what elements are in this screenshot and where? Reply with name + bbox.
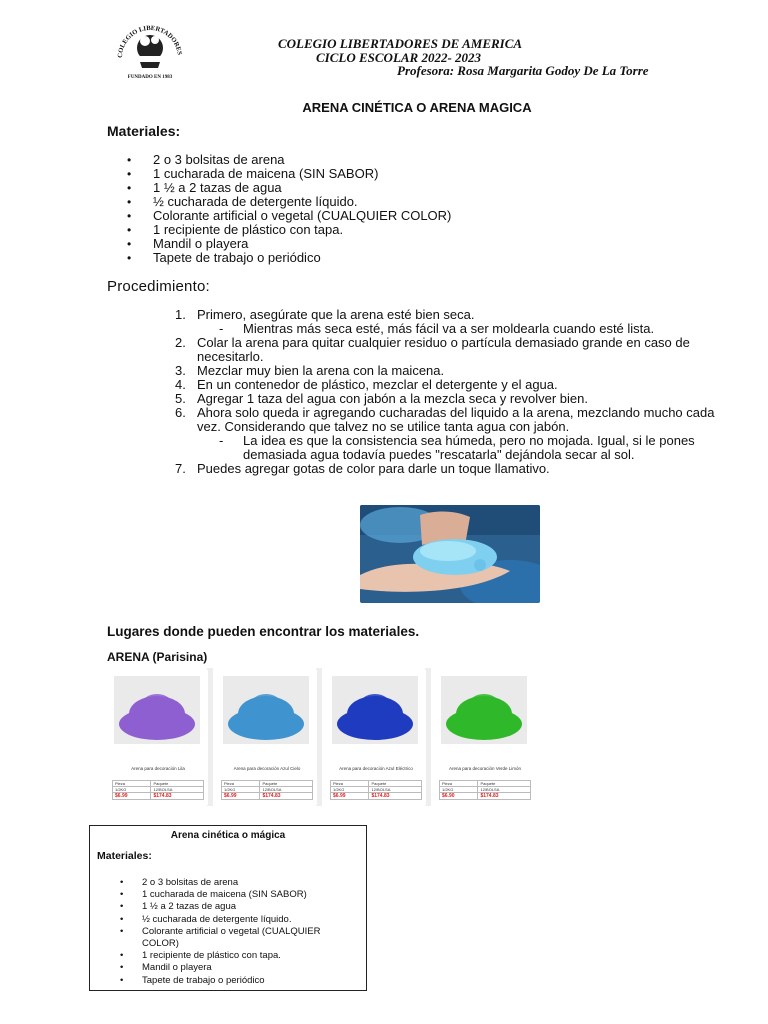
box-material-item: • 2 o 3 bolsitas de arena	[142, 877, 354, 889]
materials-heading: Materiales:	[107, 123, 181, 139]
box-title: Arena cinética o mágica	[170, 830, 286, 841]
procedure-step: 4. En un contenedor de plástico, mezclar el detergente y el agua.	[175, 377, 558, 392]
procedure-sub-note: - Mientras más seca esté, más fácil va a ser moldearla cuando esté lista.	[219, 321, 655, 336]
sand-pile-image	[332, 676, 418, 744]
pack-price: $174.83	[151, 793, 204, 800]
box-material-item: • Mandil o playera	[142, 962, 354, 974]
unit-price: $6.90	[440, 793, 478, 800]
unit-price: $6.99	[222, 793, 260, 800]
logo-founded: FUNDADO EN 1983	[127, 75, 173, 80]
procedure-step: 1. Primero, asegúrate que la arena esté bien seca. - Mientras más seca esté, más fácil va a ser moldearla cuando esté lista.	[197, 308, 725, 336]
teacher-name: Profesora: Rosa Margarita Godoy De La Torre	[397, 63, 649, 78]
materials-list	[153, 153, 451, 265]
box-materials-list	[142, 877, 354, 987]
procedure-sub-note: - La idea es que la consistencia sea húmeda, pero no mojada. Igual, si le pones demasiada agua todavía puedes "rescatarla" dejándola secar al sol.	[219, 433, 695, 462]
procedure-step: 3. Mezclar muy bien la arena con la maicena.	[175, 363, 445, 378]
product-card	[435, 670, 535, 805]
material-item: • Colorante artificial o vegetal (CUALQUIER COLOR)	[153, 209, 451, 223]
school-cycle: CICLO ESCOLAR 2022- 2023	[316, 50, 482, 65]
product-card	[217, 670, 317, 805]
procedure-step: 5. Agregar 1 taza del agua con jabón a la mezcla seca y revolver bien.	[175, 391, 588, 406]
store-heading: ARENA (Parisina)	[107, 650, 208, 664]
procedure-step: 2. Colar la arena para quitar cualquier residuo o partícula demasiado grande en caso de necesitarlo.	[175, 335, 690, 364]
document-title: ARENA CINÉTICA O ARENA MAGICA	[302, 100, 532, 115]
unit-price: $6.99	[113, 793, 151, 800]
box-materials-heading: Materiales:	[97, 850, 152, 862]
box-material-item: • 1 ½ a 2 tazas de agua	[142, 901, 354, 913]
product-name: Arena para decoración Lila	[131, 766, 185, 771]
places-heading: Lugares donde pueden encontrar los materiales.	[107, 624, 420, 639]
procedure-step: 7. Puedes agregar gotas de color para darle un toque llamativo.	[175, 461, 550, 476]
logo-arc-text: COLEGIO LIBERTADORES	[116, 24, 183, 59]
product-card	[326, 670, 426, 805]
product-name: Arena para decoración Azul Cielo	[233, 766, 301, 771]
school-logo	[108, 18, 192, 80]
pack-price: $174.83	[478, 793, 531, 800]
price-table: Pieza Paquete 1/2KG 12/BOLSA $6.90 $174.83	[439, 780, 531, 800]
school-name: COLEGIO LIBERTADORES DE AMERICA	[278, 36, 523, 51]
sand-pile-image	[223, 676, 309, 744]
materials-summary-box	[89, 825, 367, 991]
material-item: • Mandil o playera	[153, 237, 451, 251]
box-material-item: • ½ cucharada de detergente líquido.	[142, 914, 354, 926]
sand-pile-image	[114, 676, 200, 744]
price-table: Pieza Paquete 1/2KG 12/BOLSA $6.99 $174.83	[330, 780, 422, 800]
material-item: • 1 ½ a 2 tazas de agua	[153, 181, 451, 195]
unit-price: $6.99	[331, 793, 369, 800]
product-name: Arena para decoración Verde Limón	[448, 766, 522, 771]
product-card	[108, 670, 208, 805]
procedure-step: 6. Ahora solo queda ir agregando cucharadas del liquido a la arena, mezclando mucho cada vez. Considerando que talvez no se utilice tanta agua con jabón. - La idea es que la consistencia sea húmeda, pero no mojada. Igual, si le pones demasiada agua todavía puedes "rescatarla" dejándola secar al sol.	[197, 406, 725, 462]
box-material-item: • Colorante artificial o vegetal (CUALQUIER COLOR)	[142, 926, 354, 950]
procedure-steps	[175, 307, 725, 476]
kinetic-sand-photo	[360, 505, 540, 603]
box-material-item: • Tapete de trabajo o periódico	[142, 975, 354, 987]
material-item: • 1 cucharada de maicena (SIN SABOR)	[153, 167, 451, 181]
box-material-item: • 1 cucharada de maicena (SIN SABOR)	[142, 889, 354, 901]
pack-price: $174.83	[260, 793, 313, 800]
price-table: Pieza Paquete 1/2KG 12/BOLSA $6.99 $174.83	[221, 780, 313, 800]
procedure-heading: Procedimiento:	[107, 278, 210, 295]
pack-price: $174.83	[369, 793, 422, 800]
price-table: Pieza Paquete 1/2KG 12/BOLSA $6.99 $174.83	[112, 780, 204, 800]
box-material-item: • 1 recipiente de plástico con tapa.	[142, 950, 354, 962]
material-item: • 1 recipiente de plástico con tapa.	[153, 223, 451, 237]
sand-pile-image	[441, 676, 527, 744]
material-item: • 2 o 3 bolsitas de arena	[153, 153, 451, 167]
product-name: Arena para decoración Azul Eléctrico	[339, 766, 413, 771]
material-item: • Tapete de trabajo o periódico	[153, 251, 451, 265]
material-item: • ½ cucharada de detergente líquido.	[153, 195, 451, 209]
